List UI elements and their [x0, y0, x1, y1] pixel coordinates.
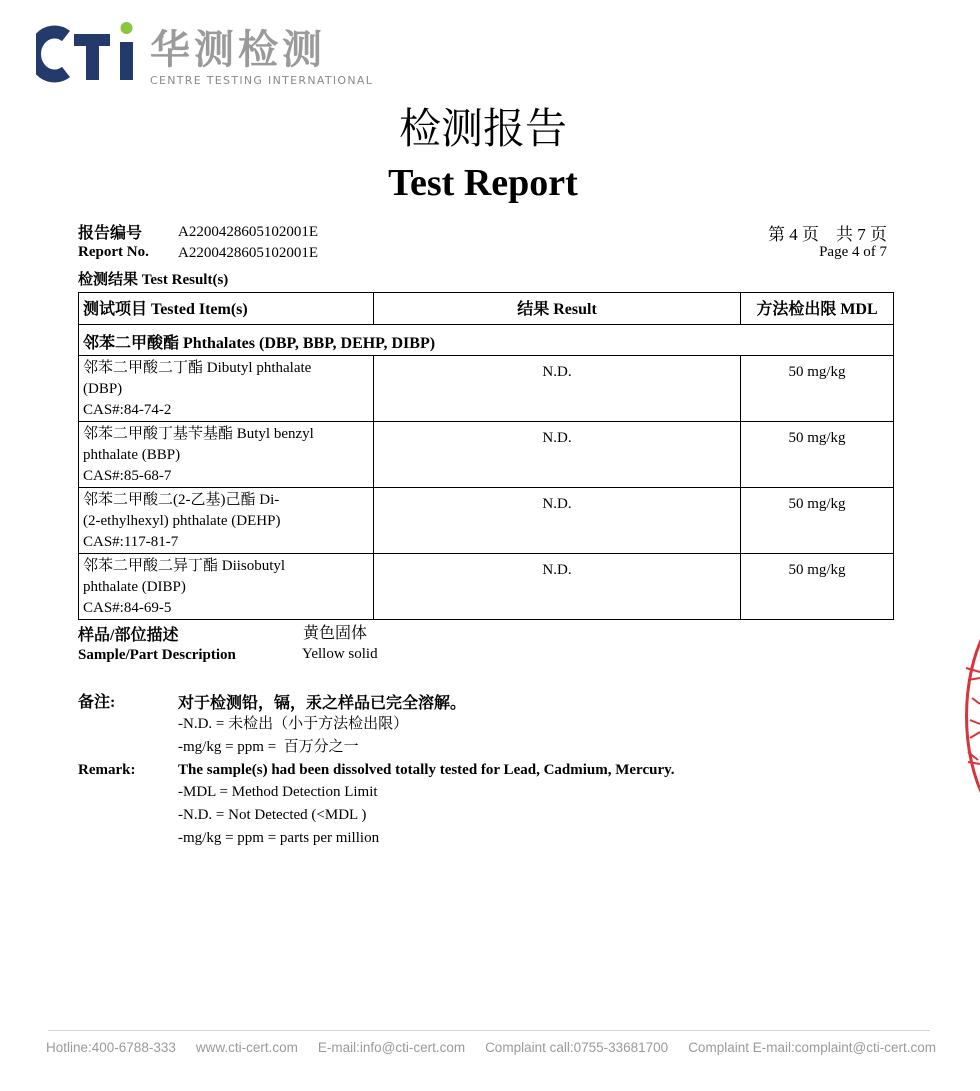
tested-item-cell	[79, 422, 374, 488]
page-number-en: Page 4 of 7	[819, 244, 887, 260]
sample-label-cn: 样品/部位描述	[78, 627, 179, 644]
remark-en-line: -mg/kg = ppm = parts per million	[178, 830, 380, 846]
logo-english-name: CENTRE TESTING INTERNATIONAL	[150, 74, 374, 87]
footer-divider	[48, 1030, 930, 1031]
footer-complaint-email: Complaint E-mail:complaint@cti-cert.com	[688, 1040, 936, 1055]
table-row	[79, 422, 894, 488]
item-name-line2: phthalate (DIBP)	[83, 579, 186, 595]
item-name-line1: 邻苯二甲酸二丁酯 Dibutyl phthalate	[83, 360, 312, 376]
tested-item-cell	[79, 488, 374, 554]
footer	[46, 1040, 936, 1055]
item-name-line1: 邻苯二甲酸二异丁酯 Diisobutyl	[83, 558, 286, 574]
results-table	[78, 292, 894, 620]
item-name-line2: (DBP)	[83, 381, 123, 397]
title-english: Test Report	[388, 162, 578, 204]
report-no-value-en: A2200428605102001E	[178, 245, 318, 261]
mdl-cell: 50 mg/kg	[741, 356, 894, 422]
sample-value-en: Yellow solid	[302, 646, 378, 662]
group-phthalates: 邻苯二甲酸酯 Phthalates (DBP, BBP, DEHP, DIBP)	[79, 325, 894, 356]
remark-en-line: The sample(s) had been dissolved totally tested for Lead, Cadmium, Mercury.	[178, 762, 675, 778]
report-no-label-cn: 报告编号	[78, 225, 143, 242]
tested-item-cell	[79, 554, 374, 620]
header-mdl: 方法检出限 MDL	[741, 293, 894, 325]
table-row	[79, 356, 894, 422]
company-stamp-icon	[958, 628, 980, 804]
mdl-cell: 50 mg/kg	[741, 422, 894, 488]
report-no-label-en: Report No.	[78, 244, 149, 260]
table-header-row	[79, 293, 894, 325]
logo-chinese-name: 华测检测	[150, 27, 326, 73]
sample-value-cn: 黄色固体	[303, 625, 368, 642]
remark-cn-line: -N.D. = 未检出（小于方法检出限）	[178, 716, 409, 732]
table-row	[79, 554, 894, 620]
item-name-line1: 邻苯二甲酸二(2-乙基)己酯 Di-	[83, 492, 280, 508]
page-number-cn: 第 4 页 共 7 页	[768, 225, 887, 244]
mdl-cell: 50 mg/kg	[741, 488, 894, 554]
remark-label-cn: 备注:	[78, 694, 116, 711]
result-heading: 检测结果 Test Result(s)	[78, 272, 229, 288]
report-no-value-cn: A2200428605102001E	[178, 224, 318, 240]
item-cas: CAS#:85-68-7	[83, 468, 172, 484]
footer-email: E-mail:info@cti-cert.com	[317, 1040, 466, 1055]
remark-label-en: Remark:	[78, 762, 136, 778]
remark-en-line: -N.D. = Not Detected (<MDL )	[178, 807, 367, 823]
sample-label-en: Sample/Part Description	[78, 647, 236, 663]
item-name-line2: (2-ethylhexyl) phthalate (DEHP)	[83, 513, 281, 529]
item-name-line2: phthalate (BBP)	[83, 447, 181, 463]
table-row	[79, 488, 894, 554]
result-cell: N.D.	[374, 356, 741, 422]
header-result: 结果 Result	[374, 293, 741, 325]
item-cas: CAS#:117-81-7	[83, 534, 179, 550]
item-cas: CAS#:84-74-2	[83, 402, 172, 418]
footer-hotline: Hotline:400-6788-333	[46, 1040, 176, 1055]
tested-item-cell	[79, 356, 374, 422]
result-cell: N.D.	[374, 554, 741, 620]
remark-cn-line: -mg/kg = ppm = 百万分之一	[178, 739, 359, 755]
table-group-row	[79, 325, 894, 356]
result-cell: N.D.	[374, 488, 741, 554]
mdl-cell: 50 mg/kg	[741, 554, 894, 620]
footer-complaint-call: Complaint call:0755-33681700	[485, 1040, 669, 1055]
title-chinese: 检测报告	[398, 107, 567, 153]
item-name-line1: 邻苯二甲酸丁基苄基酯 Butyl benzyl	[83, 426, 314, 442]
footer-website: www.cti-cert.com	[195, 1040, 298, 1055]
result-cell: N.D.	[374, 422, 741, 488]
header-tested-item: 测试项目 Tested Item(s)	[79, 293, 374, 325]
cti-logo-icon	[36, 22, 146, 84]
remark-cn-line: 对于检测铅，镉，汞之样品已完全溶解。	[178, 695, 467, 712]
remark-en-line: -MDL = Method Detection Limit	[178, 784, 378, 800]
item-cas: CAS#:84-69-5	[83, 600, 172, 616]
